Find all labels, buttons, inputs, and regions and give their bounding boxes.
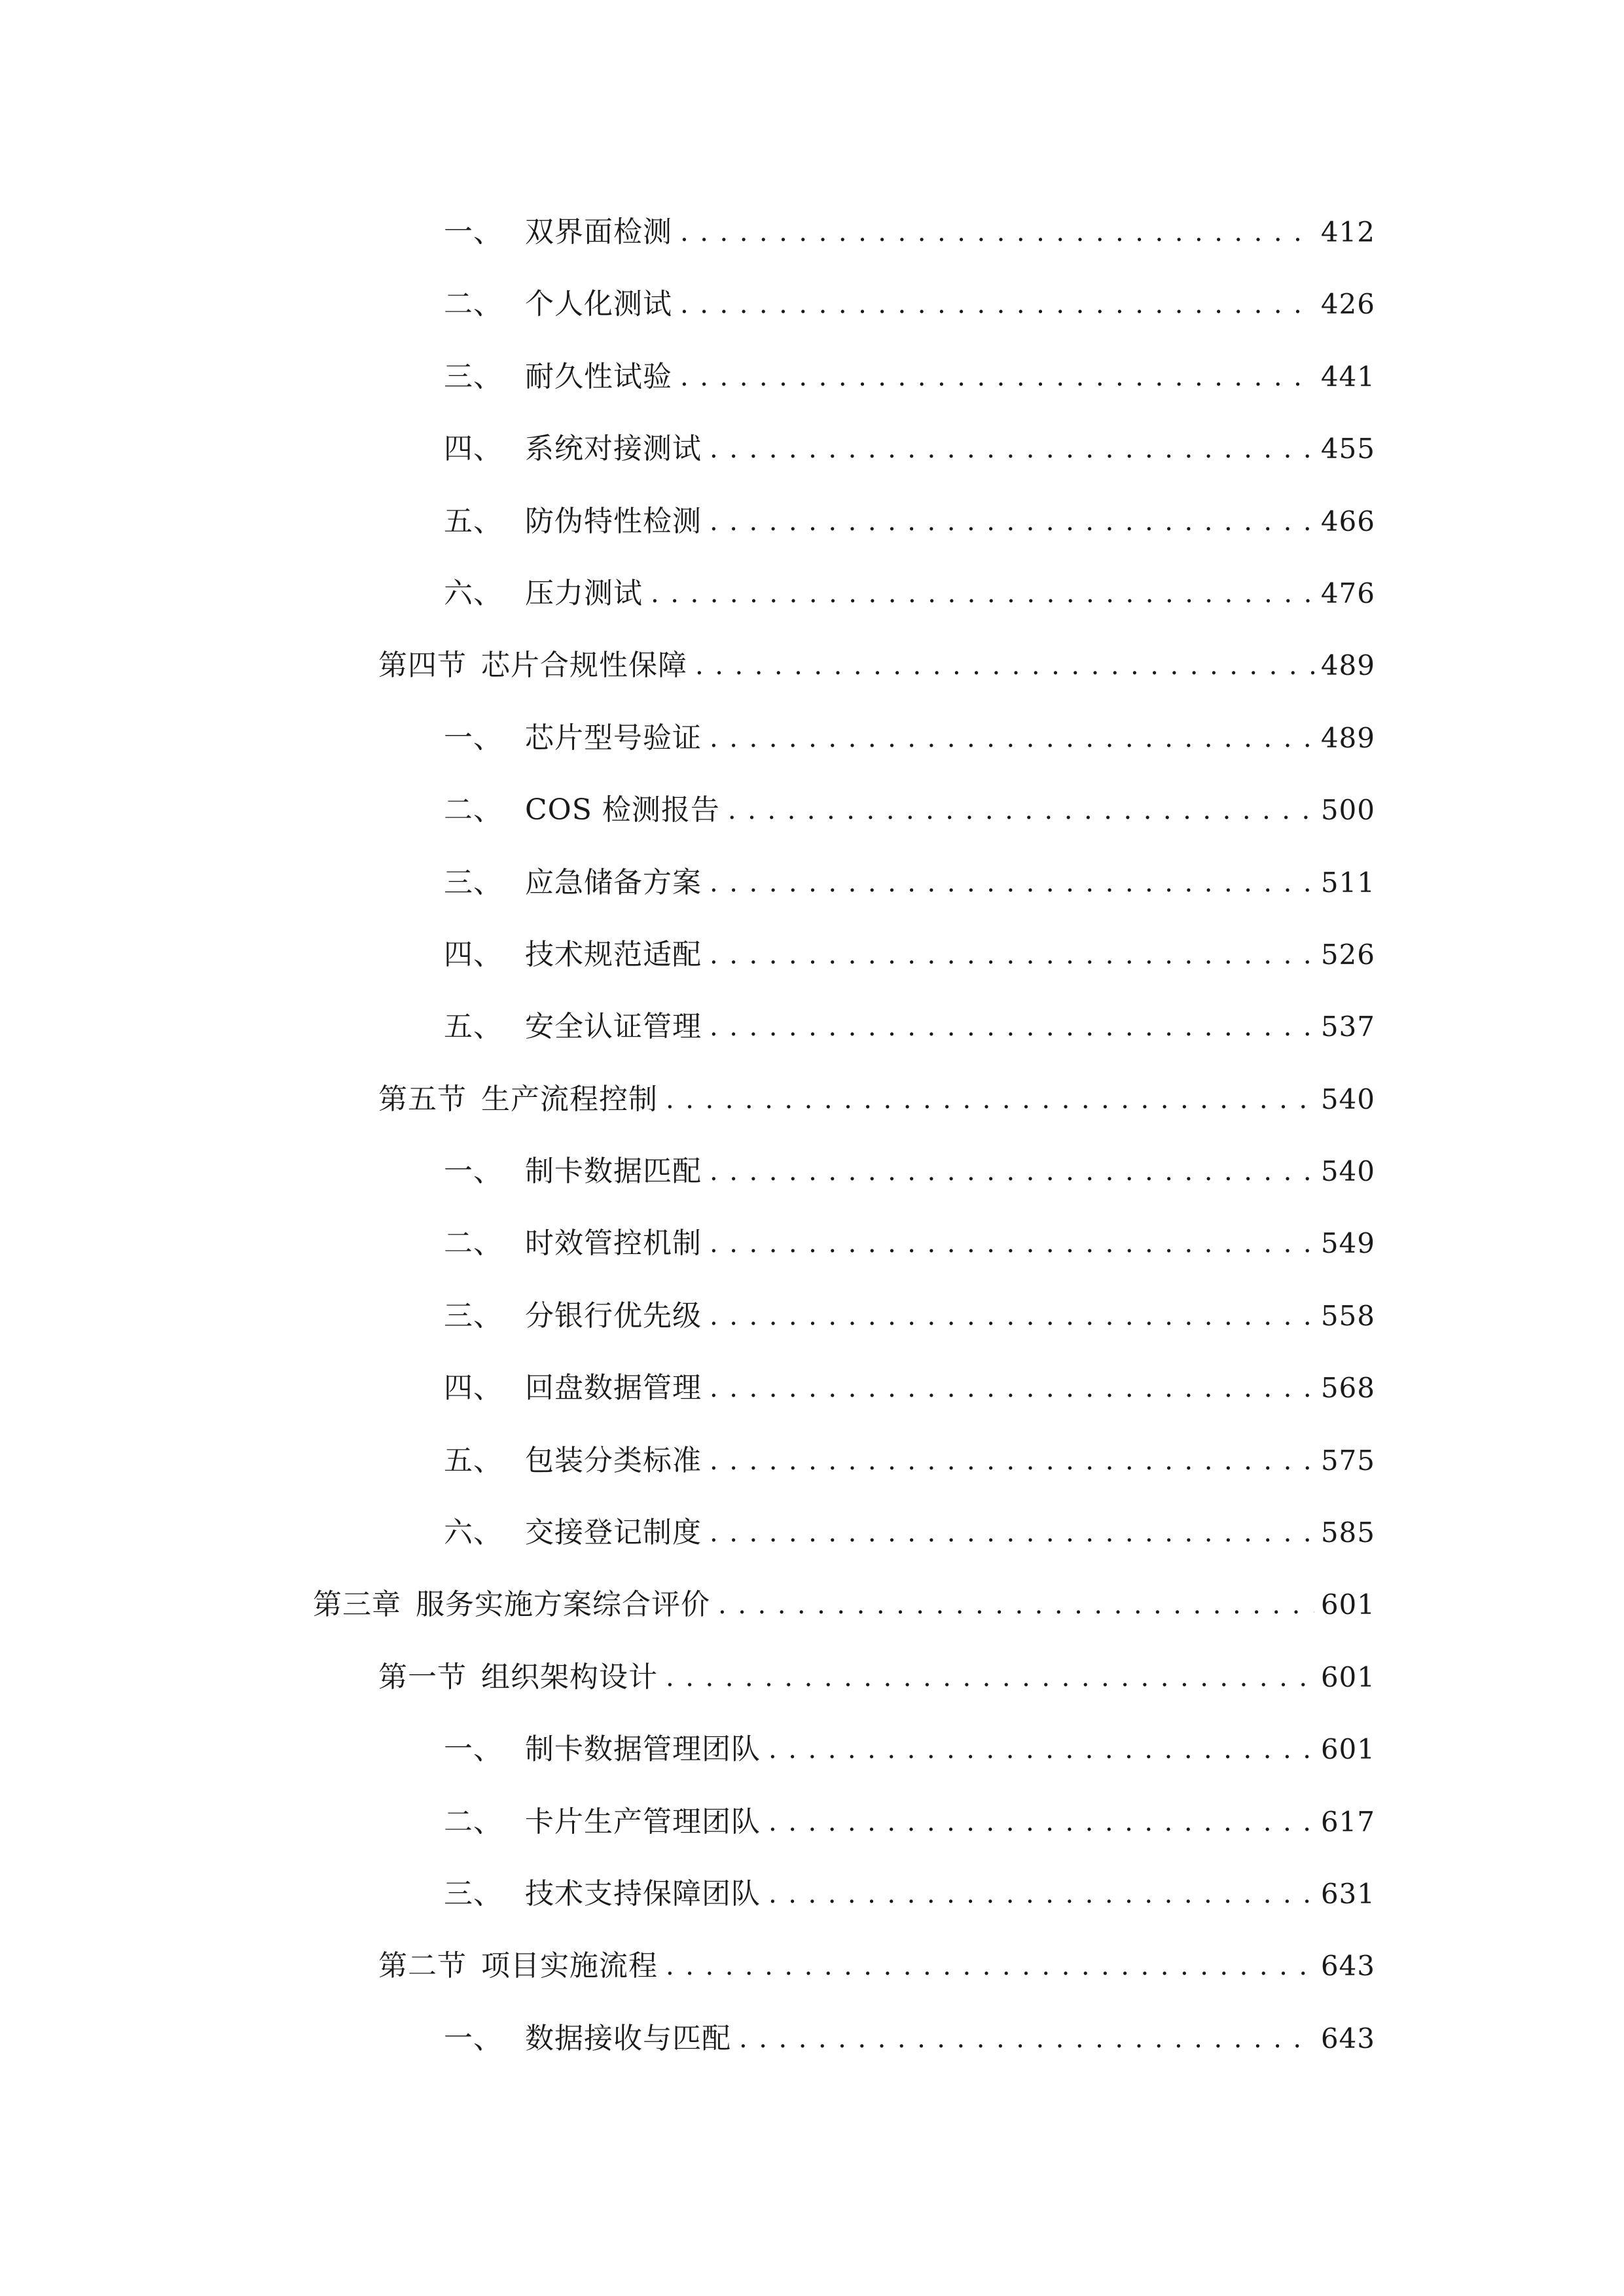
toc-entry-item[interactable]	[0, 413, 1624, 485]
toc-entry-item[interactable]	[0, 268, 1624, 340]
toc-entry-title: 生产流程控制	[481, 1082, 658, 1116]
dot-leader	[695, 651, 1314, 680]
toc-entry-title: 服务实施方案综合评价	[416, 1588, 710, 1622]
toc-entry-number: 四、	[444, 1371, 503, 1405]
toc-entry-number: 一、	[444, 2021, 503, 2055]
toc-entry-title: 压力测试	[525, 576, 643, 610]
toc-entry-page-number: 526	[1320, 938, 1375, 971]
toc-entry-number: 一、	[444, 1732, 503, 1767]
toc-entry-number: 第二节	[378, 1949, 467, 1983]
toc-entry-number: 三、	[444, 359, 503, 393]
toc-entry-page-number: 549	[1320, 1227, 1375, 1260]
toc-entry-item[interactable]	[0, 196, 1624, 268]
toc-entry-number: 第一节	[378, 1660, 467, 1694]
toc-entry-number: 五、	[444, 1010, 503, 1044]
toc-entry-page-number: 601	[1320, 1660, 1375, 1693]
toc-entry-title: 耐久性试验	[525, 359, 672, 393]
dot-leader	[666, 1663, 1314, 1692]
table-of-contents	[0, 196, 1624, 2075]
toc-entry-item[interactable]	[0, 2003, 1624, 2075]
dot-leader	[768, 1880, 1314, 1909]
toc-entry-number: 五、	[444, 1443, 503, 1477]
toc-entry-number: 第五节	[378, 1082, 467, 1116]
toc-entry-item[interactable]	[0, 1136, 1624, 1208]
dot-leader	[710, 724, 1314, 753]
toc-entry-page-number: 558	[1320, 1299, 1375, 1332]
toc-entry-section[interactable]	[0, 1641, 1624, 1713]
toc-entry-title: 项目实施流程	[481, 1949, 658, 1983]
toc-entry-title: 芯片型号验证	[525, 721, 702, 755]
toc-entry-number: 第三章	[313, 1588, 401, 1622]
toc-entry-number: 二、	[444, 287, 503, 321]
toc-entry-title: 时效管控机制	[525, 1227, 702, 1261]
toc-entry-number: 二、	[444, 1804, 503, 1839]
toc-entry-number: 第四节	[378, 649, 467, 683]
dot-leader	[768, 1735, 1314, 1764]
toc-entry-page-number: 412	[1320, 216, 1375, 248]
dot-leader	[680, 363, 1314, 391]
toc-entry-page-number: 500	[1320, 794, 1375, 827]
dot-leader	[710, 941, 1314, 969]
dot-leader	[710, 1302, 1314, 1331]
toc-entry-page-number: 575	[1320, 1444, 1375, 1477]
toc-entry-section[interactable]	[0, 1064, 1624, 1136]
dot-leader	[710, 1374, 1314, 1403]
toc-entry-title: 防伪特性检测	[525, 504, 702, 538]
toc-entry-page-number: 585	[1320, 1516, 1375, 1549]
toc-entry-item[interactable]	[0, 1425, 1624, 1497]
toc-entry-page-number: 568	[1320, 1372, 1375, 1405]
dot-leader	[651, 579, 1314, 608]
toc-entry-number: 四、	[444, 432, 503, 466]
toc-entry-number: 二、	[444, 793, 503, 827]
toc-entry-page-number: 601	[1320, 1588, 1375, 1621]
toc-entry-item[interactable]	[0, 991, 1624, 1063]
toc-entry-item[interactable]	[0, 1858, 1624, 1930]
toc-entry-title: 卡片生产管理团队	[525, 1804, 761, 1839]
toc-entry-title: 双界面检测	[525, 215, 672, 249]
toc-entry-title: 分银行优先级	[525, 1299, 702, 1333]
toc-entry-page-number: 455	[1320, 433, 1375, 465]
dot-leader	[728, 796, 1314, 825]
dot-leader	[666, 1085, 1314, 1114]
toc-entry-item[interactable]	[0, 341, 1624, 413]
toc-entry-page-number: 426	[1320, 288, 1375, 321]
dot-leader	[710, 507, 1314, 536]
toc-entry-item[interactable]	[0, 1713, 1624, 1785]
toc-entry-item[interactable]	[0, 702, 1624, 774]
toc-entry-number: 三、	[444, 1299, 503, 1333]
toc-entry-number: 五、	[444, 504, 503, 538]
toc-entry-title: 技术支持保障团队	[525, 1876, 761, 1910]
dot-leader	[710, 1229, 1314, 1258]
dot-leader	[768, 1808, 1314, 1837]
dot-leader	[680, 290, 1314, 319]
toc-entry-title: 应急储备方案	[525, 865, 702, 899]
toc-entry-item[interactable]	[0, 774, 1624, 846]
toc-entry-item[interactable]	[0, 558, 1624, 630]
dot-leader	[710, 869, 1314, 897]
toc-entry-title: 制卡数据管理团队	[525, 1732, 761, 1767]
toc-entry-page-number: 476	[1320, 577, 1375, 609]
toc-entry-number: 六、	[444, 576, 503, 610]
toc-entry-page-number: 643	[1320, 2022, 1375, 2054]
toc-entry-title: 制卡数据匹配	[525, 1155, 702, 1189]
toc-entry-title: 包装分类标准	[525, 1443, 702, 1477]
toc-entry-title: 系统对接测试	[525, 432, 702, 466]
toc-entry-item[interactable]	[0, 1352, 1624, 1424]
toc-entry-title: 技术规范适配	[525, 937, 702, 971]
toc-entry-section[interactable]	[0, 630, 1624, 702]
toc-entry-title: 芯片合规性保障	[481, 649, 687, 683]
dot-leader	[718, 1590, 1314, 1619]
toc-entry-item[interactable]	[0, 1208, 1624, 1280]
toc-entry-number: 三、	[444, 1876, 503, 1910]
dot-leader	[710, 1157, 1314, 1186]
dot-leader	[680, 218, 1314, 247]
toc-entry-number: 二、	[444, 1227, 503, 1261]
toc-entry-title: COS 检测报告	[525, 793, 720, 827]
dot-leader	[710, 1013, 1314, 1041]
toc-entry-page-number: 511	[1320, 866, 1375, 899]
toc-entry-page-number: 489	[1320, 721, 1375, 754]
toc-entry-page-number: 466	[1320, 505, 1375, 537]
toc-entry-page-number: 489	[1320, 649, 1375, 682]
toc-entry-page-number: 537	[1320, 1011, 1375, 1043]
toc-entry-page-number: 631	[1320, 1877, 1375, 1910]
toc-entry-number: 三、	[444, 865, 503, 899]
toc-entry-title: 个人化测试	[525, 287, 672, 321]
toc-entry-title: 组织架构设计	[481, 1660, 658, 1694]
toc-entry-section[interactable]	[0, 1930, 1624, 2002]
toc-entry-page-number: 643	[1320, 1950, 1375, 1982]
dot-leader	[739, 2024, 1314, 2053]
toc-entry-title: 交接登记制度	[525, 1516, 702, 1550]
toc-entry-number: 一、	[444, 1155, 503, 1189]
dot-leader	[710, 435, 1314, 463]
toc-entry-title: 数据接收与匹配	[525, 2021, 731, 2055]
dot-leader	[710, 1518, 1314, 1547]
toc-entry-item[interactable]	[0, 1786, 1624, 1858]
toc-entry-number: 六、	[444, 1516, 503, 1550]
toc-entry-page-number: 617	[1320, 1805, 1375, 1838]
toc-entry-number: 一、	[444, 721, 503, 755]
toc-entry-number: 一、	[444, 215, 503, 249]
toc-entry-item[interactable]	[0, 1280, 1624, 1352]
toc-entry-page-number: 441	[1320, 360, 1375, 393]
dot-leader	[666, 1952, 1314, 1981]
toc-entry-title: 回盘数据管理	[525, 1371, 702, 1405]
toc-entry-chapter[interactable]	[0, 1569, 1624, 1641]
toc-entry-page-number: 540	[1320, 1155, 1375, 1188]
toc-entry-item[interactable]	[0, 919, 1624, 991]
toc-entry-item[interactable]	[0, 847, 1624, 919]
toc-entry-item[interactable]	[0, 486, 1624, 558]
toc-entry-page-number: 601	[1320, 1733, 1375, 1766]
toc-entry-item[interactable]	[0, 1497, 1624, 1569]
toc-entry-page-number: 540	[1320, 1083, 1375, 1115]
toc-entry-number: 四、	[444, 937, 503, 971]
toc-entry-title: 安全认证管理	[525, 1010, 702, 1044]
dot-leader	[710, 1446, 1314, 1475]
